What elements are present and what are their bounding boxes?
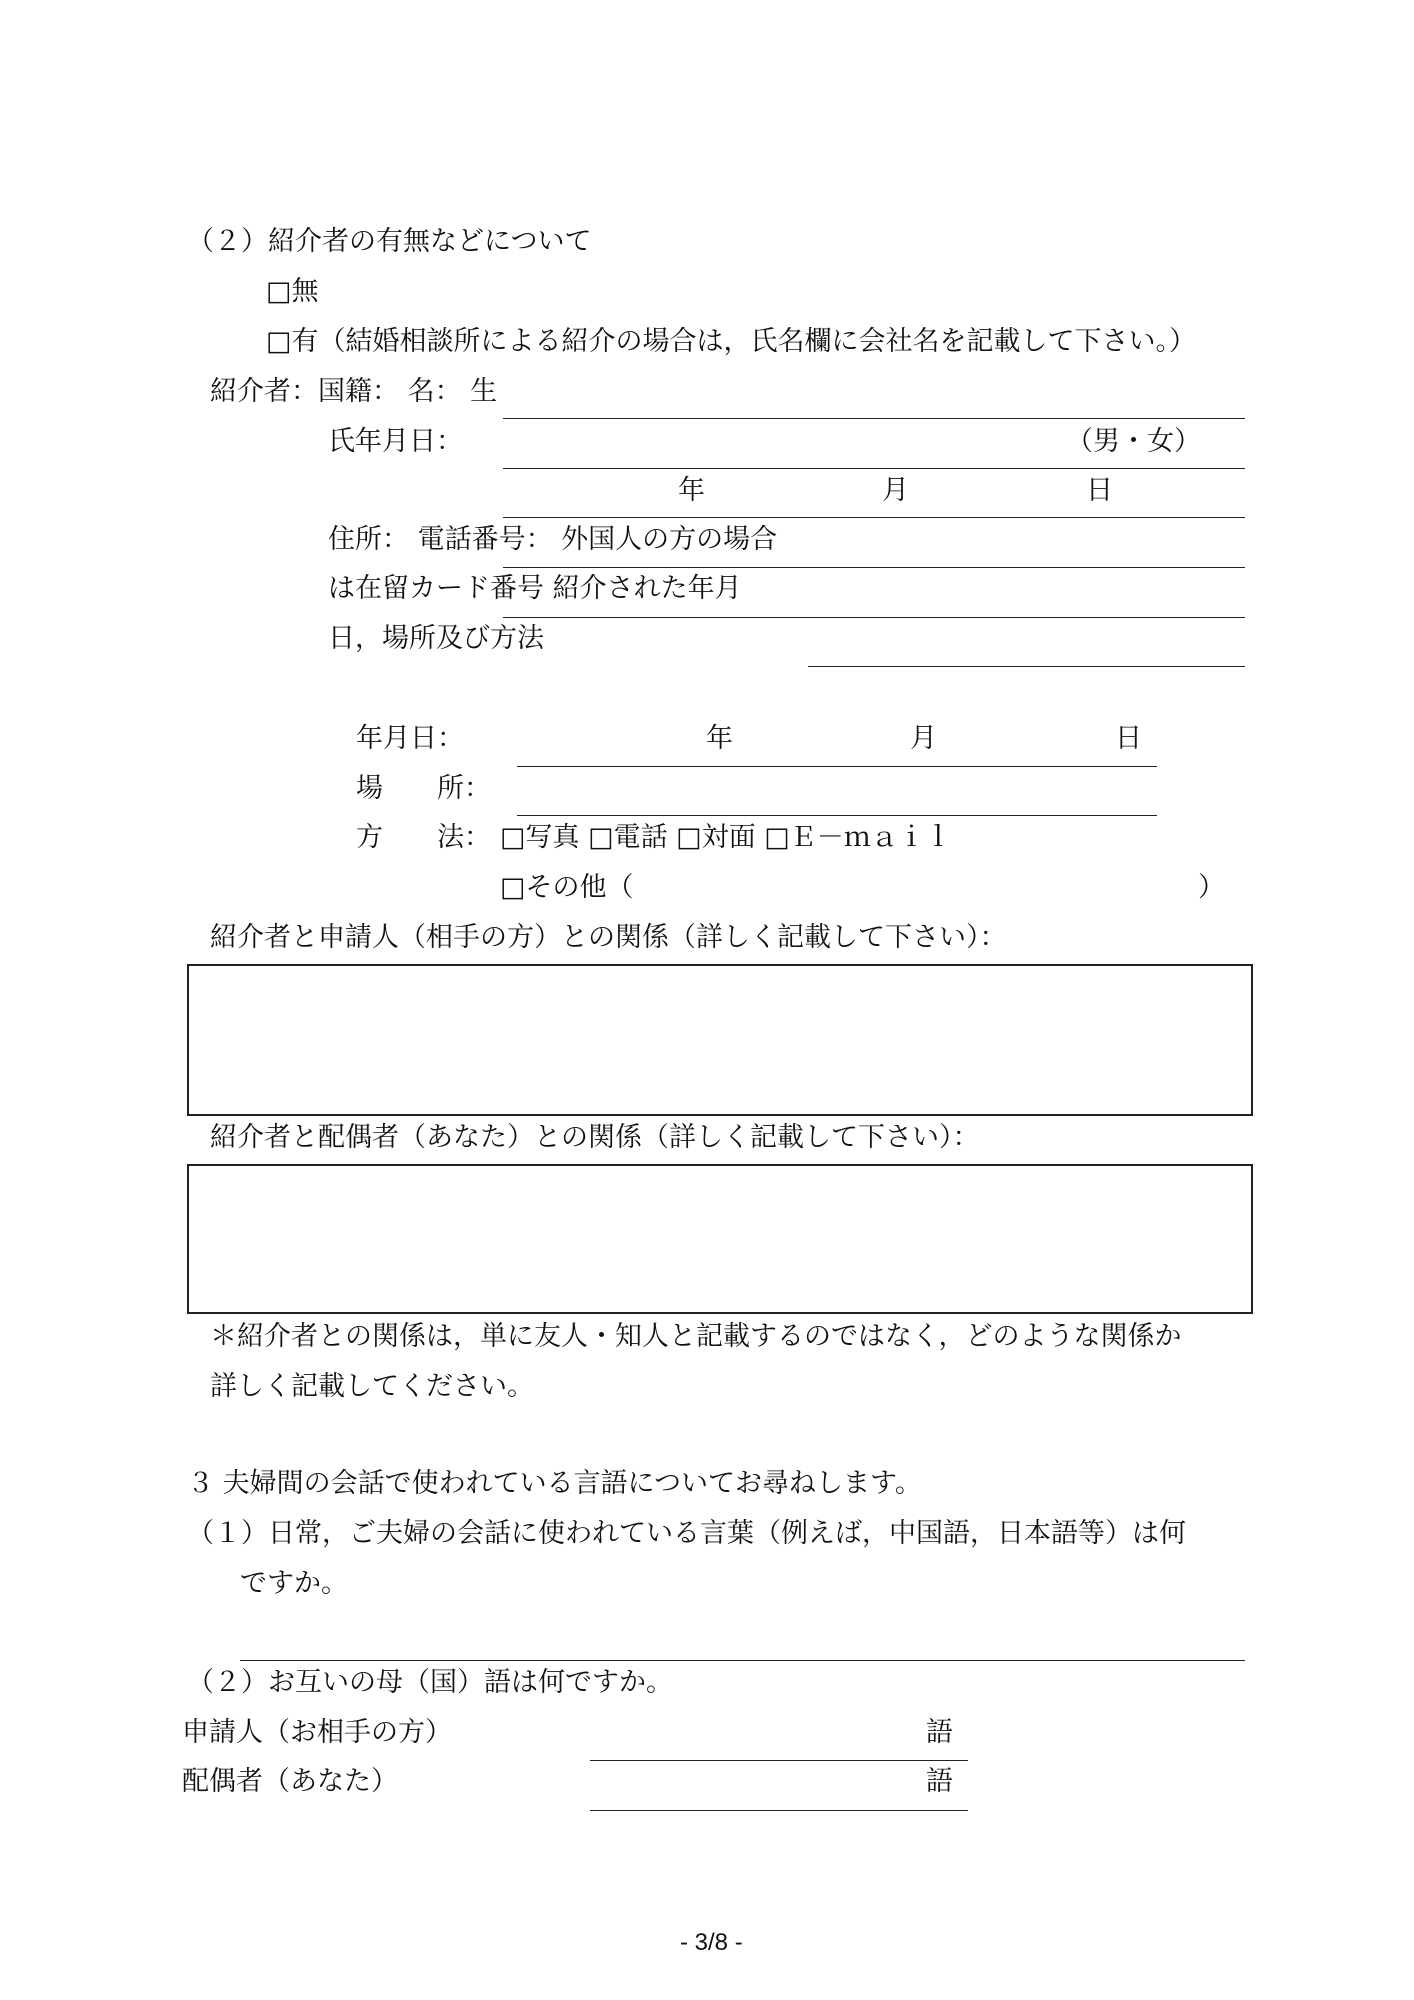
section-3-q1-line2: ですか。 bbox=[240, 1568, 348, 1599]
applicant-language-unit: 語 bbox=[926, 1717, 953, 1748]
intro-place-field[interactable] bbox=[517, 815, 1157, 816]
page-number: - 3/8 - bbox=[680, 1929, 743, 1956]
intro-date-label: 年月日： bbox=[356, 723, 464, 754]
introducer-date-place-label: 日，場所及び方法 bbox=[328, 623, 544, 654]
introducer-gender-select[interactable]: （男・女） bbox=[1066, 426, 1201, 457]
introducer-address-label: 住所： 電話番号： 外国人の方の場合 bbox=[328, 524, 778, 555]
relation-applicant-textarea[interactable] bbox=[187, 964, 1253, 1116]
section-3-heading: ３ 夫婦間の会話で使われている言語についてお尋ねします。 bbox=[187, 1468, 922, 1499]
introducer-birth-date-field[interactable] bbox=[503, 517, 1245, 518]
intro-method-other-close: ） bbox=[1198, 872, 1225, 903]
introducer-residence-card-label: は在留カード番号 紹介された年月 bbox=[328, 573, 742, 604]
conversation-language-field[interactable] bbox=[240, 1660, 1245, 1661]
intro-day-label: 日 bbox=[1115, 723, 1142, 754]
intro-year-label: 年 bbox=[706, 723, 733, 754]
applicant-language-label: 申請人（お相手の方） bbox=[182, 1717, 452, 1748]
relation-applicant-label: 紹介者と申請人（相手の方）との関係（詳しく記載して下さい）： bbox=[210, 922, 1007, 953]
introducer-name-field[interactable] bbox=[503, 418, 1245, 419]
section-3-q1-line1: （１）日常，ご夫婦の会話に使われている言葉（例えば，中国語，日本語等）は何 bbox=[187, 1518, 1186, 1549]
option-none-checkbox[interactable]: □無 bbox=[266, 276, 319, 307]
introducer-phone-field[interactable] bbox=[503, 617, 1245, 618]
intro-date-field[interactable] bbox=[517, 766, 1157, 767]
birth-month-label: 月 bbox=[882, 475, 909, 506]
introducer-birth-label: 氏年月日： bbox=[328, 426, 463, 457]
spouse-language-label: 配偶者（あなた） bbox=[182, 1766, 398, 1797]
section-2-heading: （２）紹介者の有無などについて bbox=[187, 226, 592, 257]
applicant-language-field[interactable] bbox=[590, 1760, 968, 1761]
intro-method-other-checkbox[interactable]: □その他（ bbox=[500, 872, 634, 903]
introducer-name-label: 紹介者：国籍： 名： 生 bbox=[210, 376, 498, 407]
birth-day-label: 日 bbox=[1086, 475, 1113, 506]
relation-spouse-textarea[interactable] bbox=[187, 1164, 1253, 1314]
intro-month-label: 月 bbox=[910, 723, 937, 754]
intro-place-label: 場 所： bbox=[356, 773, 491, 804]
spouse-language-field[interactable] bbox=[590, 1810, 968, 1811]
birth-year-label: 年 bbox=[678, 475, 705, 506]
intro-method-label: 方 法： bbox=[356, 822, 491, 853]
relation-note-line2: 詳しく記載してください。 bbox=[210, 1371, 534, 1402]
section-3-q2: （２）お互いの母（国）語は何ですか。 bbox=[187, 1667, 673, 1698]
introducer-address-field[interactable] bbox=[503, 567, 1245, 568]
spouse-language-unit: 語 bbox=[926, 1766, 953, 1797]
introducer-birth-field-upper[interactable] bbox=[503, 468, 1245, 469]
relation-spouse-label: 紹介者と配偶者（あなた）との関係（詳しく記載して下さい）： bbox=[210, 1122, 980, 1153]
introducer-card-number-field[interactable] bbox=[808, 666, 1245, 667]
intro-method-checkboxes[interactable]: □写真 □電話 □対面 □Ｅ－ｍａｉｌ bbox=[500, 822, 952, 853]
relation-note-line1: ＊紹介者との関係は，単に友人・知人と記載するのではなく，どのような関係か bbox=[210, 1321, 1182, 1352]
option-yes-checkbox[interactable]: □有（結婚相談所による紹介の場合は，氏名欄に会社名を記載して下さい。） bbox=[266, 326, 1197, 357]
